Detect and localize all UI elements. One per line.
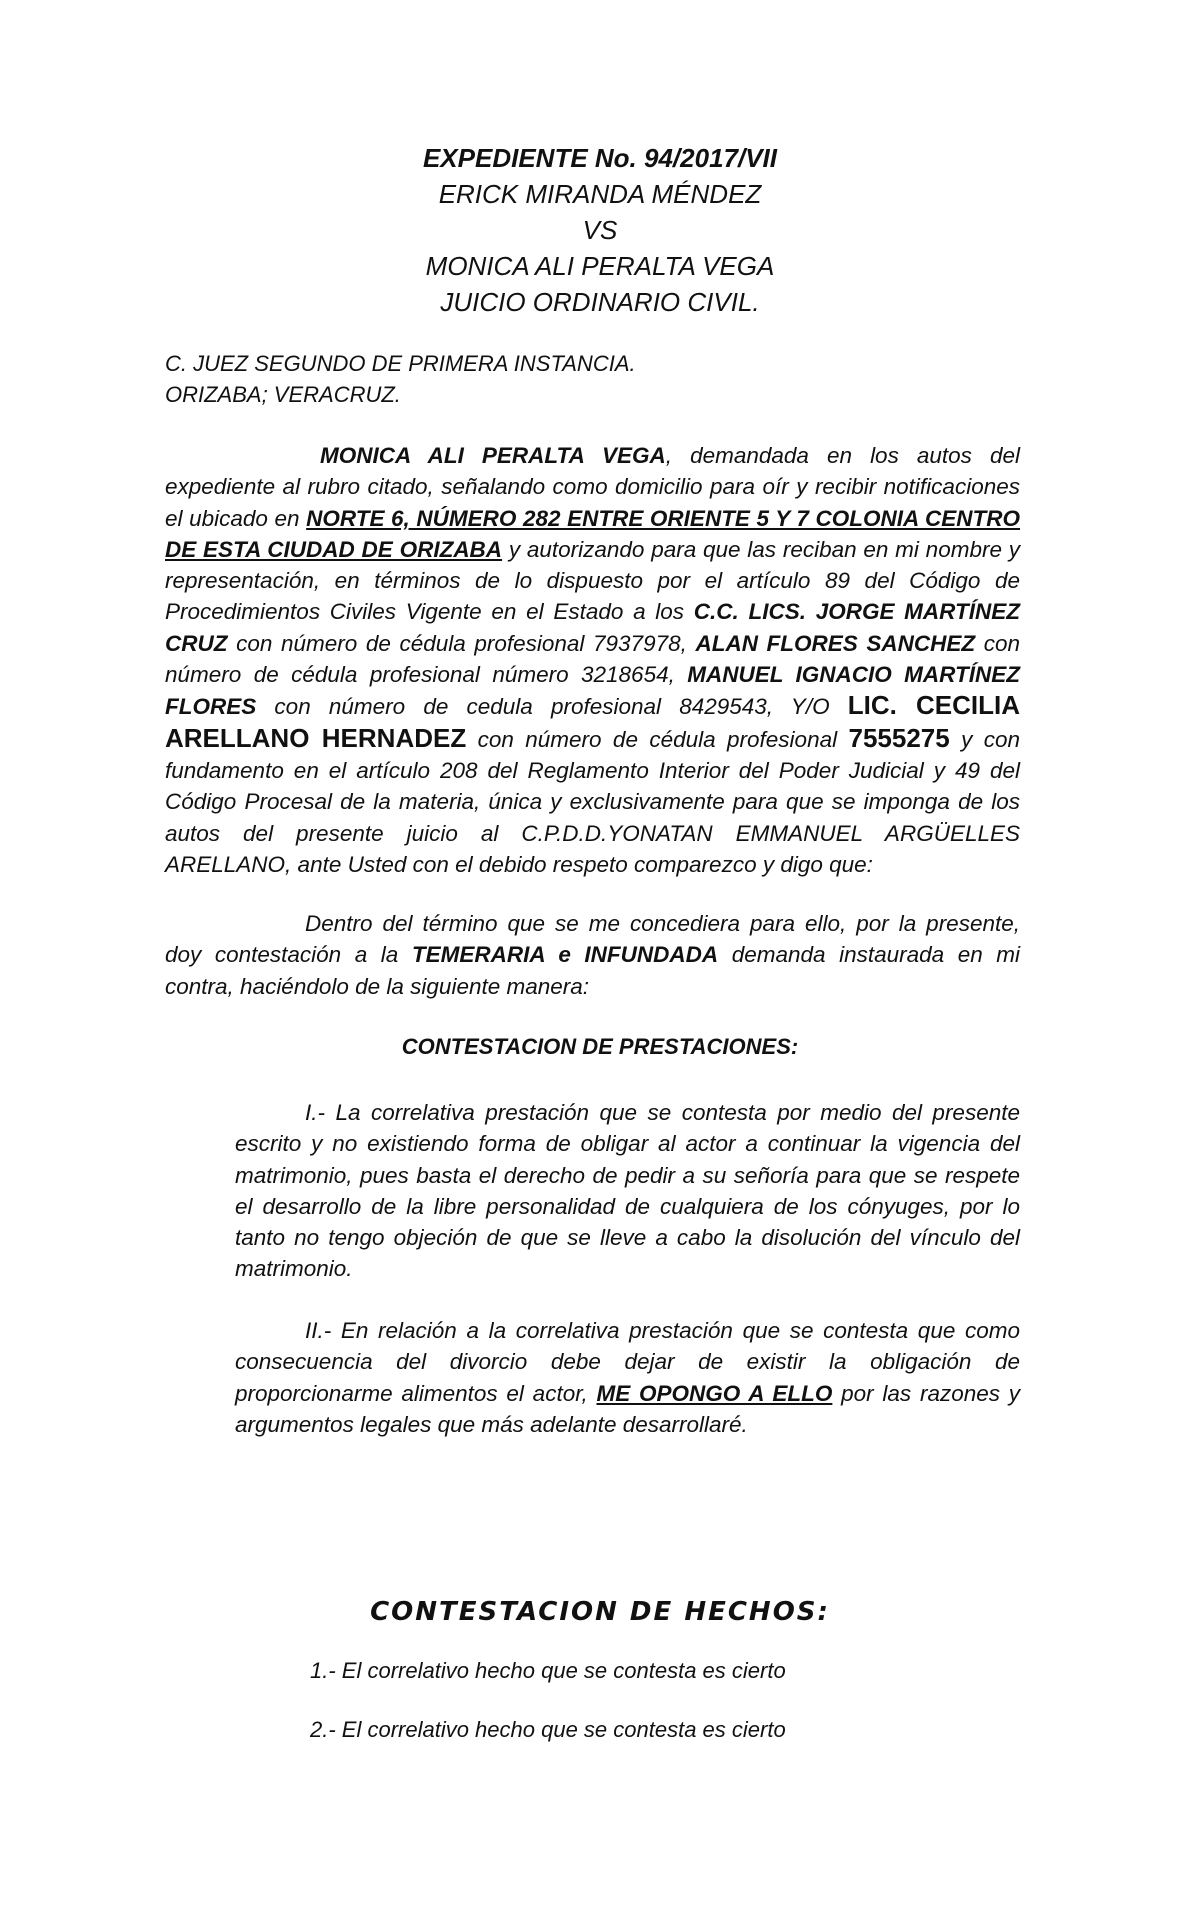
section-title-prestaciones: CONTESTACION DE PRESTACIONES:	[401, 1034, 799, 1059]
lawyer-1: C.C. LICS. JORGE MARTÍNEZ CRUZ	[165, 599, 1021, 656]
intro-paragraph	[165, 440, 1020, 880]
intro-text-2: y autorizando para que las reciban en mi nombre y representación, en términos de lo dispuesto por el artículo 89 del Código de Procedimientos Civiles Vigente en el Estado a los	[165, 536, 1020, 625]
addressee-judge: C. JUEZ SEGUNDO DE PRIMERA INSTANCIA.	[165, 351, 636, 376]
intro-text-7: y con fundamento en el artículo 208 del Reglamento Interior del Poder Judicial y 49 del Código Procesal de la materia, única y exclusivamente para que se imponga de los autos del presente juicio al C.P.D.D.YONATAN EMMANUEL ARGÜELLES ARELLANO, ante Usted con el debido respeto comparezco y digo que:	[165, 726, 1021, 877]
prestacion-2-text-1: II.- En relación a la correlativa prestación que se contesta que como consecuencia del divorcio debe dejar de existir la obligación de proporcionarme alimentos el actor,	[235, 1318, 1020, 1406]
trial-type: JUICIO ORDINARIO CIVIL.	[440, 287, 760, 317]
defendant-bold-name: MONICA ALI PERALTA VEGA	[320, 443, 666, 468]
intro-text-1: , demandada en los autos del expediente al rubro citado, señalando como domicilio para oír y recibir notificaciones el ubicado en	[165, 443, 1020, 531]
intro-text-6: con número de cédula profesional	[466, 726, 849, 752]
response-bold: TEMERARIA e INFUNDADA	[411, 942, 719, 968]
addressee-city: ORIZABA; VERACRUZ.	[165, 382, 401, 407]
section-title-hechos: CONTESTACION DE HECHOS:	[370, 1597, 830, 1627]
hecho-2: 2.- El correlativo hecho que se contesta es cierto	[310, 1717, 786, 1742]
prestacion-1: I.- La correlativa prestación que se contesta por medio del presente escrito y no existiendo forma de obligar al actor a continuar la vigencia del matrimonio, pues basta el derecho de pedir a su señoría para que se respete el desarrollo de la libre personalidad de cualquiera de los cónyuges, por lo tanto no tengo objeción de que se lleve a cabo la disolución del vínculo del matrimonio.	[235, 1100, 1020, 1282]
hecho-1: 1.- El correlativo hecho que se contesta es cierto	[310, 1658, 786, 1683]
intro-text-3: con número de cédula profesional 7937978,	[227, 630, 696, 656]
prestacion-2	[235, 1315, 1020, 1440]
case-header	[0, 140, 1200, 320]
lawyer-3: MANUEL IGNACIO MARTÍNEZ FLORES	[165, 662, 1020, 720]
versus: VS	[582, 215, 618, 245]
plaintiff-name: ERICK MIRANDA MÉNDEZ	[438, 179, 762, 209]
response-paragraph	[165, 908, 1020, 1002]
prestacion-2-text-2: por las razones y argumentos legales que más adelante desarrollaré.	[235, 1380, 1021, 1437]
lawyer-2: ALAN FLORES SANCHEZ	[695, 630, 976, 656]
response-text-1: Dentro del término que se me concediera para ello, por la presente, doy contestación a la	[165, 911, 1020, 968]
response-text-2: demanda instaurada en mi contra, haciéndolo de la siguiente manera:	[165, 942, 1021, 999]
lawyer-4-cedula: 7555275	[848, 722, 950, 753]
case-number: EXPEDIENTE No. 94/2017/VII	[422, 143, 778, 173]
intro-text-5: con número de cedula profesional 8429543, Y/O	[256, 694, 848, 720]
lawyer-4: LIC. CECILIA ARELLANO HERNADEZ	[165, 690, 1020, 753]
prestacion-2-bold: ME OPONGO A ELLO	[596, 1380, 833, 1406]
address-underlined: NORTE 6, NÚMERO 282 ENTRE ORIENTE 5 Y 7 COLONIA CENTRO DE ESTA CIUDAD DE ORIZABA	[165, 505, 1020, 562]
defendant-name: MONICA ALI PERALTA VEGA	[425, 251, 775, 281]
intro-text-4: con número de cédula profesional número 3218654,	[165, 630, 1021, 688]
addressee	[165, 348, 636, 410]
